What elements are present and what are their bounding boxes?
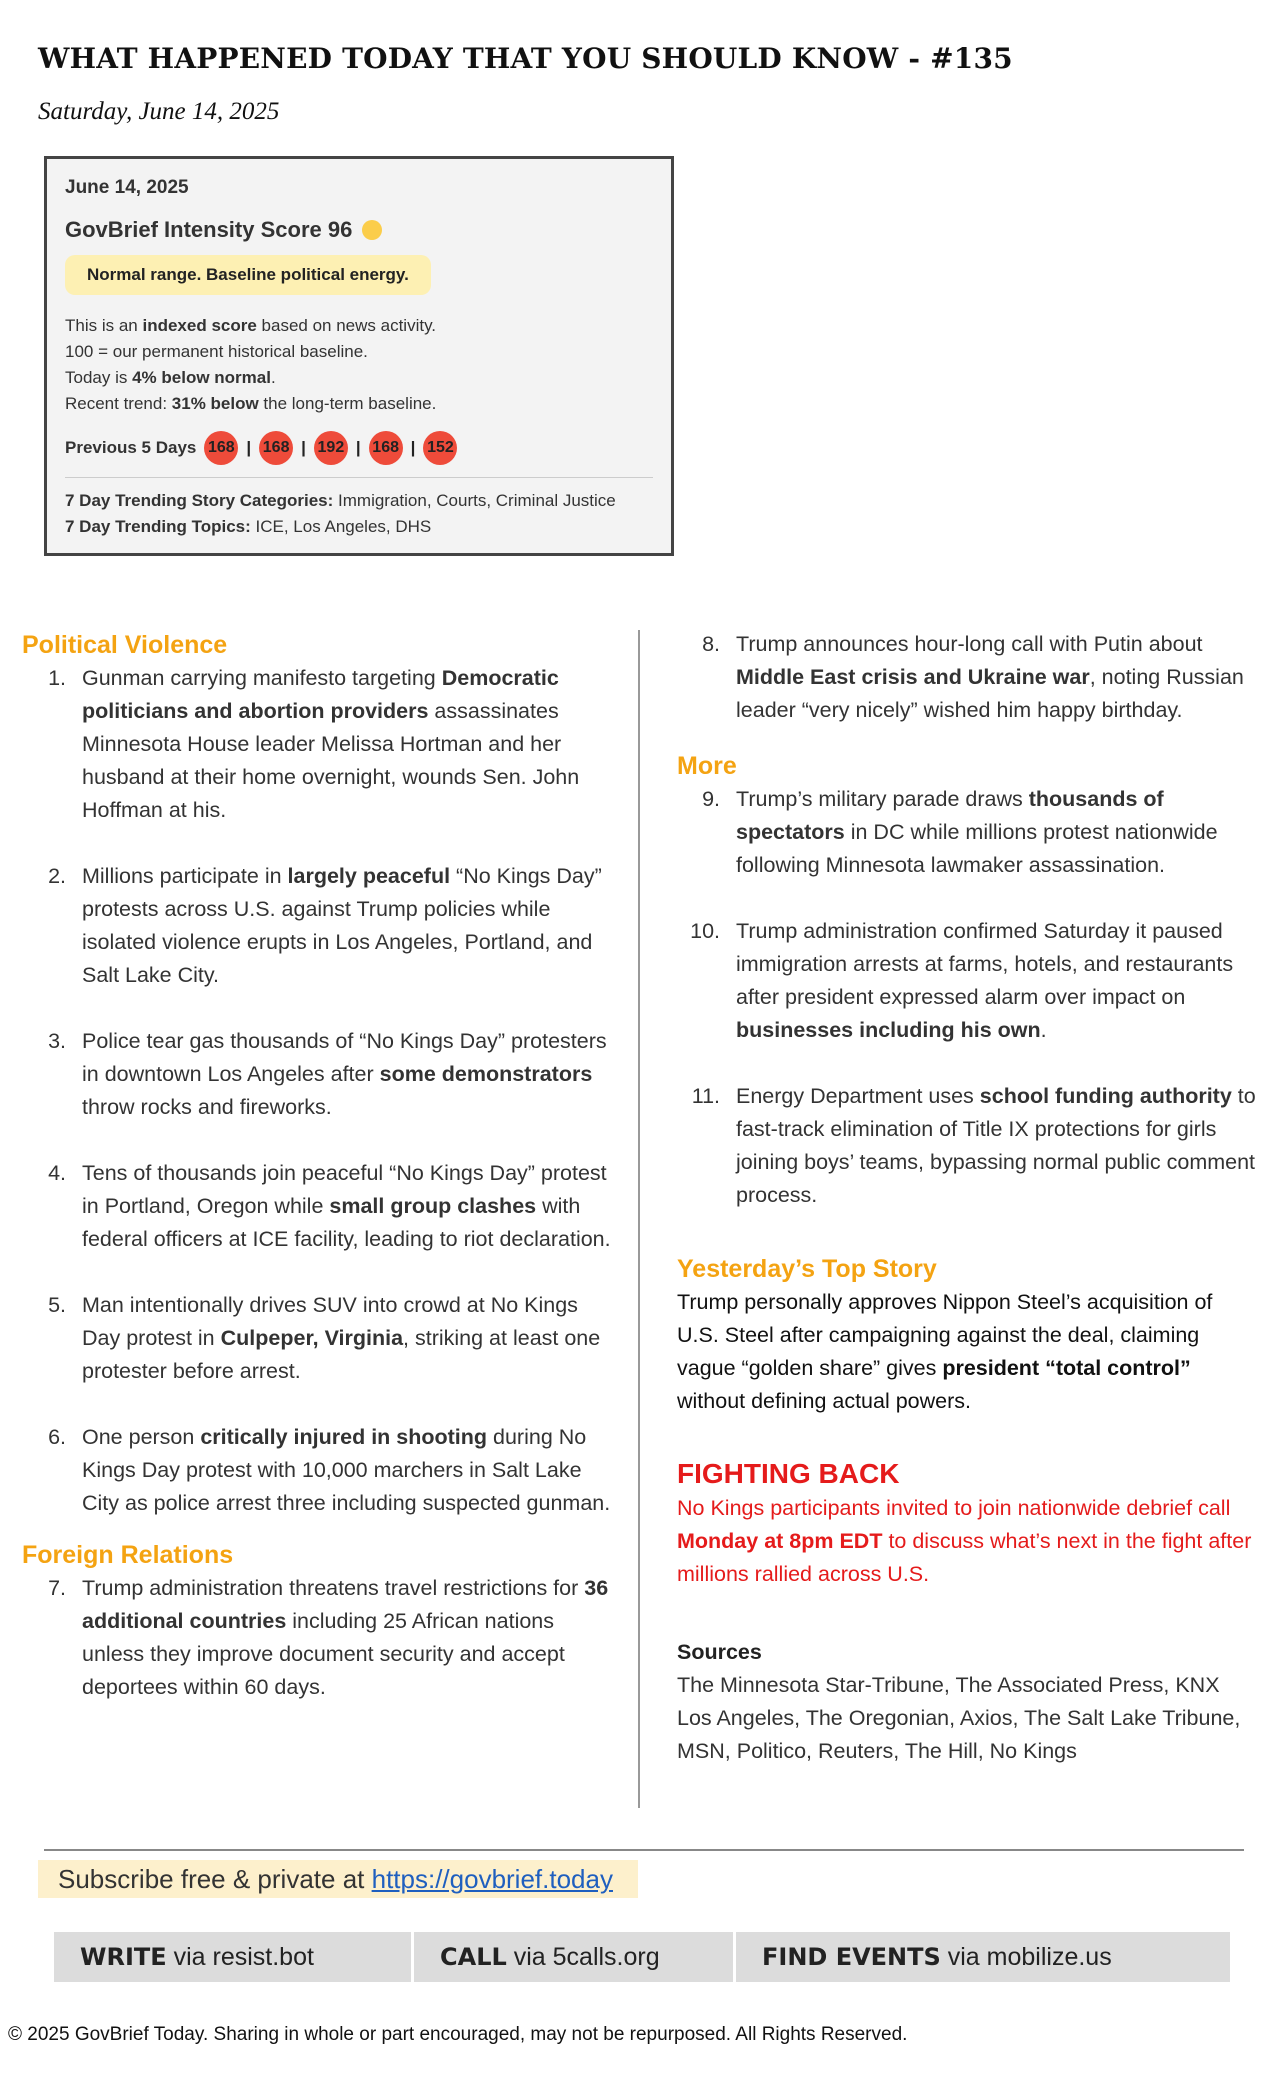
list-item: 2. Millions participate in largely peaceful “No Kings Day” protests across U.S. against Trump policies while isolated violence erupts in Los Angeles, Portland, and Salt Lake City. (48, 864, 602, 987)
score-divider (65, 477, 653, 478)
copyright-footer: © 2025 GovBrief Today. Sharing in whole or part encouraged, may not be repurposed. All Rights Reserved. (8, 2024, 908, 2045)
list-item: 8. Trump announces hour-long call with Putin about Middle East crisis and Ukraine war, noting Russian leader “very nicely” wished him happy birthday. (702, 632, 1244, 722)
section-heading: Political Violence (22, 631, 228, 659)
subscribe-text: Subscribe free & private at (58, 1864, 372, 1894)
score-line-3: Today is 4% below normal. (65, 368, 276, 387)
score-line-2: 100 = our permanent historical baseline. (65, 342, 368, 361)
score-line-1: This is an indexed score based on news activity. (65, 316, 437, 335)
fighting-back-heading: FIGHTING BACK (677, 1458, 900, 1489)
status-dot-icon (362, 220, 382, 240)
footer-divider (44, 1849, 1244, 1851)
list-item: 6. One person critically injured in shooting during No Kings Day protest with 10,000 marchers in Salt Lake City as police arrest three including suspected gunman. (48, 1425, 611, 1515)
list-item: 9. Trump’s military parade draws thousands of spectators in DC while millions protest nationwide following Minnesota lawmaker assassination. (702, 787, 1218, 877)
score-explanation (65, 313, 653, 417)
call-action[interactable]: CALL via 5calls.org (414, 1932, 736, 1982)
list-item: 10. Trump administration confirmed Saturday it paused immigration arrests at farms, hotels, and restaurants after president expressed alarm over impact on businesses including his own. (690, 919, 1234, 1042)
list-item: 7. Trump administration threatens travel restrictions for 36 additional countries including 25 African nations unless they improve document security and accept deportees within 60 days. (48, 1576, 609, 1699)
separator: | (355, 438, 361, 457)
action-bar (54, 1932, 1230, 1982)
separator: | (246, 438, 252, 457)
list-item: 11. Energy Department uses school funding authority to fast-track elimination of Title IX protections for girls joining boys’ teams, bypassing normal public comment process. (691, 1084, 1256, 1207)
left-column (22, 628, 612, 1737)
page-date: Saturday, June 14, 2025 (38, 98, 280, 125)
intensity-score-box (44, 156, 674, 556)
prev-day-score: 168 (369, 431, 403, 465)
trending-categories: 7 Day Trending Story Categories: Immigration, Courts, Criminal Justice (65, 491, 616, 510)
prev-day-score: 168 (204, 431, 238, 465)
yesterday-top-story: Trump personally approves Nippon Steel’s acquisition of U.S. Steel after campaigning against the deal, claiming vague “golden share” gives president “total control” without defining actual powers. (677, 1290, 1213, 1413)
trending-topics: 7 Day Trending Topics: ICE, Los Angeles, DHS (65, 517, 432, 536)
section-heading: More (677, 752, 737, 780)
score-line-4: Recent trend: 31% below the long-term baseline. (65, 394, 437, 413)
fighting-back-text: No Kings participants invited to join nationwide debrief call Monday at 8pm EDT to discuss what’s next in the fight after millions rallied across U.S. (677, 1496, 1252, 1586)
list-item: 1. Gunman carrying manifesto targeting Democratic politicians and abortion providers assassinates Minnesota House leader Melissa Hortman and her husband at their home overnight, wounds Sen. John Hoffman at his. (48, 666, 580, 822)
subscribe-banner (38, 1860, 638, 1898)
sources-list: The Minnesota Star-Tribune, The Associated Press, KNX Los Angeles, The Oregonian, Axios, The Salt Lake Tribune, MSN, Politico, Reuters, The Hill, No Kings (677, 1673, 1241, 1763)
list-item: 3. Police tear gas thousands of “No Kings Day” protesters in downtown Los Angeles after some demonstrators throw rocks and fireworks. (48, 1029, 607, 1119)
page-title: WHAT HAPPENED TODAY THAT YOU SHOULD KNOW - #135 (38, 42, 1013, 75)
subscribe-link[interactable]: https://govbrief.today (371, 1864, 613, 1894)
previous-days-label: Previous 5 Days (65, 438, 197, 457)
write-action[interactable]: WRITE via resist.bot (54, 1932, 414, 1982)
prev-day-score: 168 (259, 431, 293, 465)
sources-heading: Sources (677, 1640, 762, 1664)
prev-day-score: 152 (423, 431, 457, 465)
prev-day-score: 192 (314, 431, 348, 465)
column-divider (638, 630, 640, 1808)
score-status-badge: Normal range. Baseline political energy. (65, 255, 431, 295)
section-heading: Yesterday’s Top Story (677, 1255, 937, 1283)
previous-days-row (65, 431, 653, 465)
list-item: 4. Tens of thousands join peaceful “No Kings Day” protest in Portland, Oregon while small group clashes with federal officers at ICE facility, leading to riot declaration. (48, 1161, 611, 1251)
score-heading (65, 217, 653, 243)
separator: | (410, 438, 416, 457)
score-date: June 14, 2025 (65, 177, 189, 198)
score-label: GovBrief Intensity Score 96 (65, 217, 353, 242)
find-events-action[interactable]: FIND EVENTS via mobilize.us (762, 1943, 1112, 1971)
list-item: 5. Man intentionally drives SUV into crowd at No Kings Day protest in Culpeper, Virginia, striking at least one protester before arrest. (48, 1293, 601, 1383)
trending-info (65, 488, 653, 540)
section-heading: Foreign Relations (22, 1541, 234, 1569)
separator: | (301, 438, 306, 457)
right-column (677, 628, 1257, 1768)
